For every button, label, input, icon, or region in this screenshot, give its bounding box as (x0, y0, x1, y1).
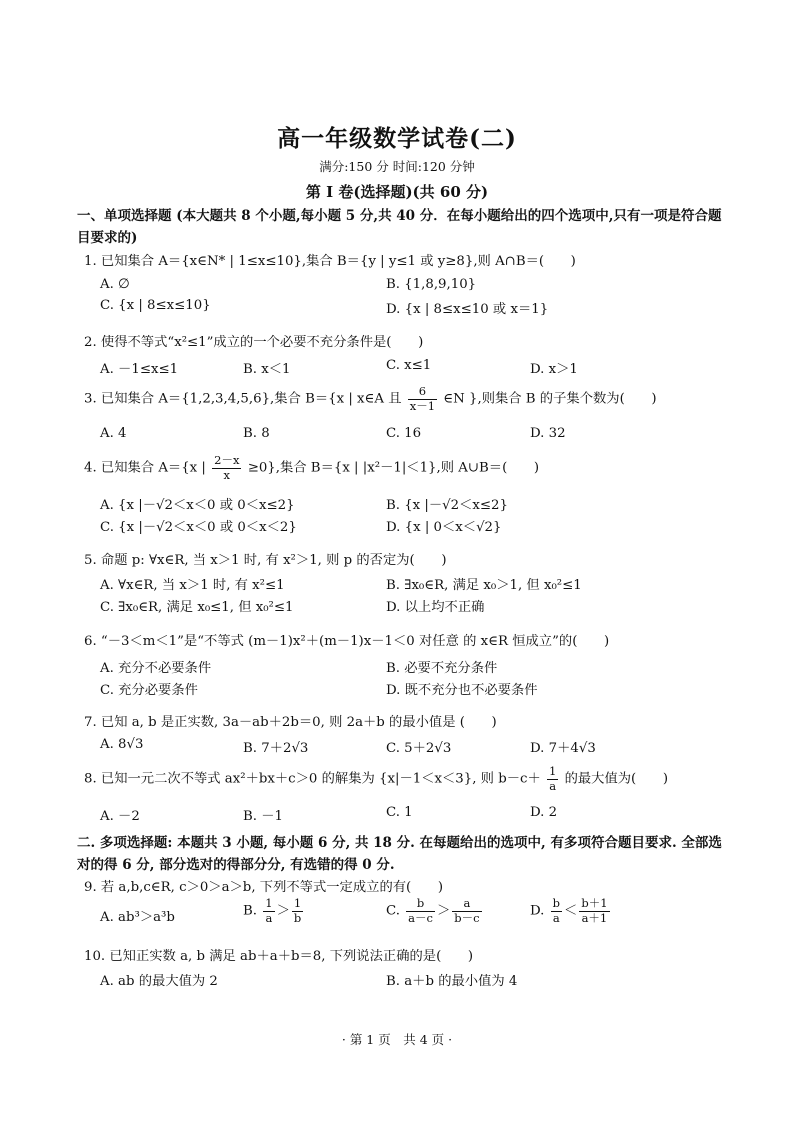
fraction-numerator: 1 (549, 764, 557, 778)
question-7-option-c: C. 5＋2√3 (386, 741, 452, 756)
question-3-option-d: D. 32 (530, 426, 566, 441)
question-7-option-d: D. 7＋4√3 (530, 741, 596, 756)
question-8-stem-pre: 8. 已知一元二次不等式 ax²＋bx＋c＞0 的解集为 {x|－1＜x＜3}, 则 b－c＋ (84, 771, 541, 787)
question-8-option-d: D. 2 (530, 805, 558, 820)
question-4-option-b: B. {x |－√2＜x≤2} (386, 498, 508, 513)
part-heading: 第 I 卷(选择题)(共 60 分) (305, 183, 489, 201)
question-9-option-c: C. $\frac{b}{a-c}$ ＞ $\frac{a}{b-c}$ (386, 896, 480, 925)
question-9-option-d: D. $\frac{b}{a}$ ＜ $\frac{b+1}{a+1}$ (530, 896, 608, 925)
question-8-stem (84, 766, 668, 792)
question-3-stem-pre: 3. 已知集合 A＝{1,2,3,4,5,6},集合 B＝{x | x∈A 且 (84, 391, 402, 407)
question-4-option-a: A. {x |－√2＜x＜0 或 0＜x≤2} (100, 498, 295, 513)
question-2-option-c: C. x≤1 (386, 358, 432, 373)
question-10-option-b: B. a＋b 的最小值为 4 (386, 974, 518, 989)
question-4-fraction (212, 455, 241, 481)
question-3-option-b: B. 8 (243, 426, 270, 441)
question-5-option-b: B. ∃x₀∈R, 满足 x₀＞1, 但 x₀²≤1 (386, 578, 582, 593)
question-1-stem: 1. 已知集合 A＝{x∈N* | 1≤x≤10},集合 B＝{y | y≤1 或 y≥8},则 A∩B＝( ) (84, 254, 576, 269)
question-3-stem (84, 386, 657, 412)
question-6-stem: 6. “－3＜m＜1”是“不等式 (m－1)x²＋(m－1)x－1＜0 对任意 的 x∈R 恒成立”的( ) (84, 634, 610, 649)
question-4-option-c: C. {x |－√2＜x＜0 或 0＜x＜2} (100, 520, 297, 535)
question-8-option-b: B. －1 (243, 809, 283, 824)
question-2-option-b: B. x＜1 (243, 362, 291, 377)
section-2-heading: 二. 多项选择题: 本题共 3 小题, 每小题 6 分, 共 18 分. 在每题给出的选项中, 有多项符合题目要求. 全部选对的得 6 分, 部分选对的得部分分, 有选错的得 0 分. (77, 835, 722, 873)
question-2-stem: 2. 使得不等式“x²≤1”成立的一个必要不充分条件是( ) (84, 335, 424, 350)
question-1-option-d: D. {x | 8≤x≤10 或 x＝1} (386, 302, 549, 317)
question-2-option-d: D. x＞1 (530, 362, 578, 377)
question-5-option-a: A. ∀x∈R, 当 x＞1 时, 有 x²≤1 (100, 578, 285, 593)
question-3-option-c: C. 16 (386, 426, 422, 441)
fraction-denominator: x (223, 467, 231, 482)
question-4-stem (84, 455, 539, 481)
question-5-option-d: D. 以上均不正确 (386, 600, 485, 615)
question-10-option-a: A. ab 的最大值为 2 (100, 974, 218, 989)
question-6-option-c: C. 充分必要条件 (100, 683, 198, 698)
question-5-stem: 5. 命题 p: ∀x∈R, 当 x＞1 时, 有 x²＞1, 则 p 的否定为( ) (84, 553, 447, 568)
question-6-option-b: B. 必要不充分条件 (386, 661, 498, 676)
question-8-stem-post: 的最大值为( ) (564, 771, 669, 787)
question-8-option-c: C. 1 (386, 805, 413, 820)
question-8-fraction (547, 766, 558, 792)
question-7-option-b: B. 7＋2√3 (243, 741, 309, 756)
question-3-stem-post: ∈N },则集合 B 的子集个数为( ) (443, 391, 657, 407)
question-9-option-b: B. $\frac{1}{a}$ ＞ $\frac{1}{b}$ (243, 896, 302, 925)
question-4-option-d: D. {x | 0＜x＜√2} (386, 520, 502, 535)
question-6-option-d: D. 既不充分也不必要条件 (386, 683, 538, 698)
question-6-option-a: A. 充分不必要条件 (100, 661, 212, 676)
page-title: 高一年级数学试卷(二) (277, 125, 517, 152)
section-1-heading: 一、单项选择题 (本大题共 8 个小题,每小题 5 分,共 40 分．在每小题给出的四个选项中,只有一项是符合题目要求的) (77, 208, 722, 246)
fraction-numerator: 2－x (214, 453, 240, 467)
fraction-numerator: 6 (408, 386, 437, 400)
question-4-stem-post: ≥0},集合 B＝{x | |x²－1|＜1},则 A∪B＝( ) (247, 460, 540, 476)
question-10-stem: 10. 已知正实数 a, b 满足 ab＋a＋b＝8, 下列说法正确的是( ) (84, 949, 474, 964)
question-8-option-a: A. －2 (100, 809, 140, 824)
fraction-denominator: a (549, 778, 557, 793)
question-3-option-a: A. 4 (100, 426, 127, 441)
question-1-option-b: B. {1,8,9,10} (386, 277, 477, 292)
question-9-stem: 9. 若 a,b,c∈R, c＞0＞a＞b, 下列不等式一定成立的有( ) (84, 880, 444, 895)
question-5-option-c: C. ∃x₀∈R, 满足 x₀≤1, 但 x₀²≤1 (100, 600, 294, 615)
page-footer: · 第 1 页 共 4 页 · (341, 1032, 453, 1047)
question-1-option-a: A. ∅ (100, 277, 130, 292)
question-1-option-c: C. {x | 8≤x≤10} (100, 298, 211, 313)
question-4-stem-pre: 4. 已知集合 A＝{x | (84, 460, 206, 476)
question-9-option-a: A. ab³＞a³b (100, 910, 175, 925)
question-3-fraction (408, 386, 437, 412)
question-7-stem: 7. 已知 a, b 是正实数, 3a－ab＋2b＝0, 则 2a＋b 的最小值是 ( ) (84, 715, 497, 730)
exam-info: 满分:150 分 时间:120 分钟 (319, 159, 475, 174)
question-7-option-a: A. 8√3 (100, 737, 144, 752)
question-2-option-a: A. －1≤x≤1 (100, 362, 179, 377)
fraction-denominator: x－1 (409, 398, 436, 413)
